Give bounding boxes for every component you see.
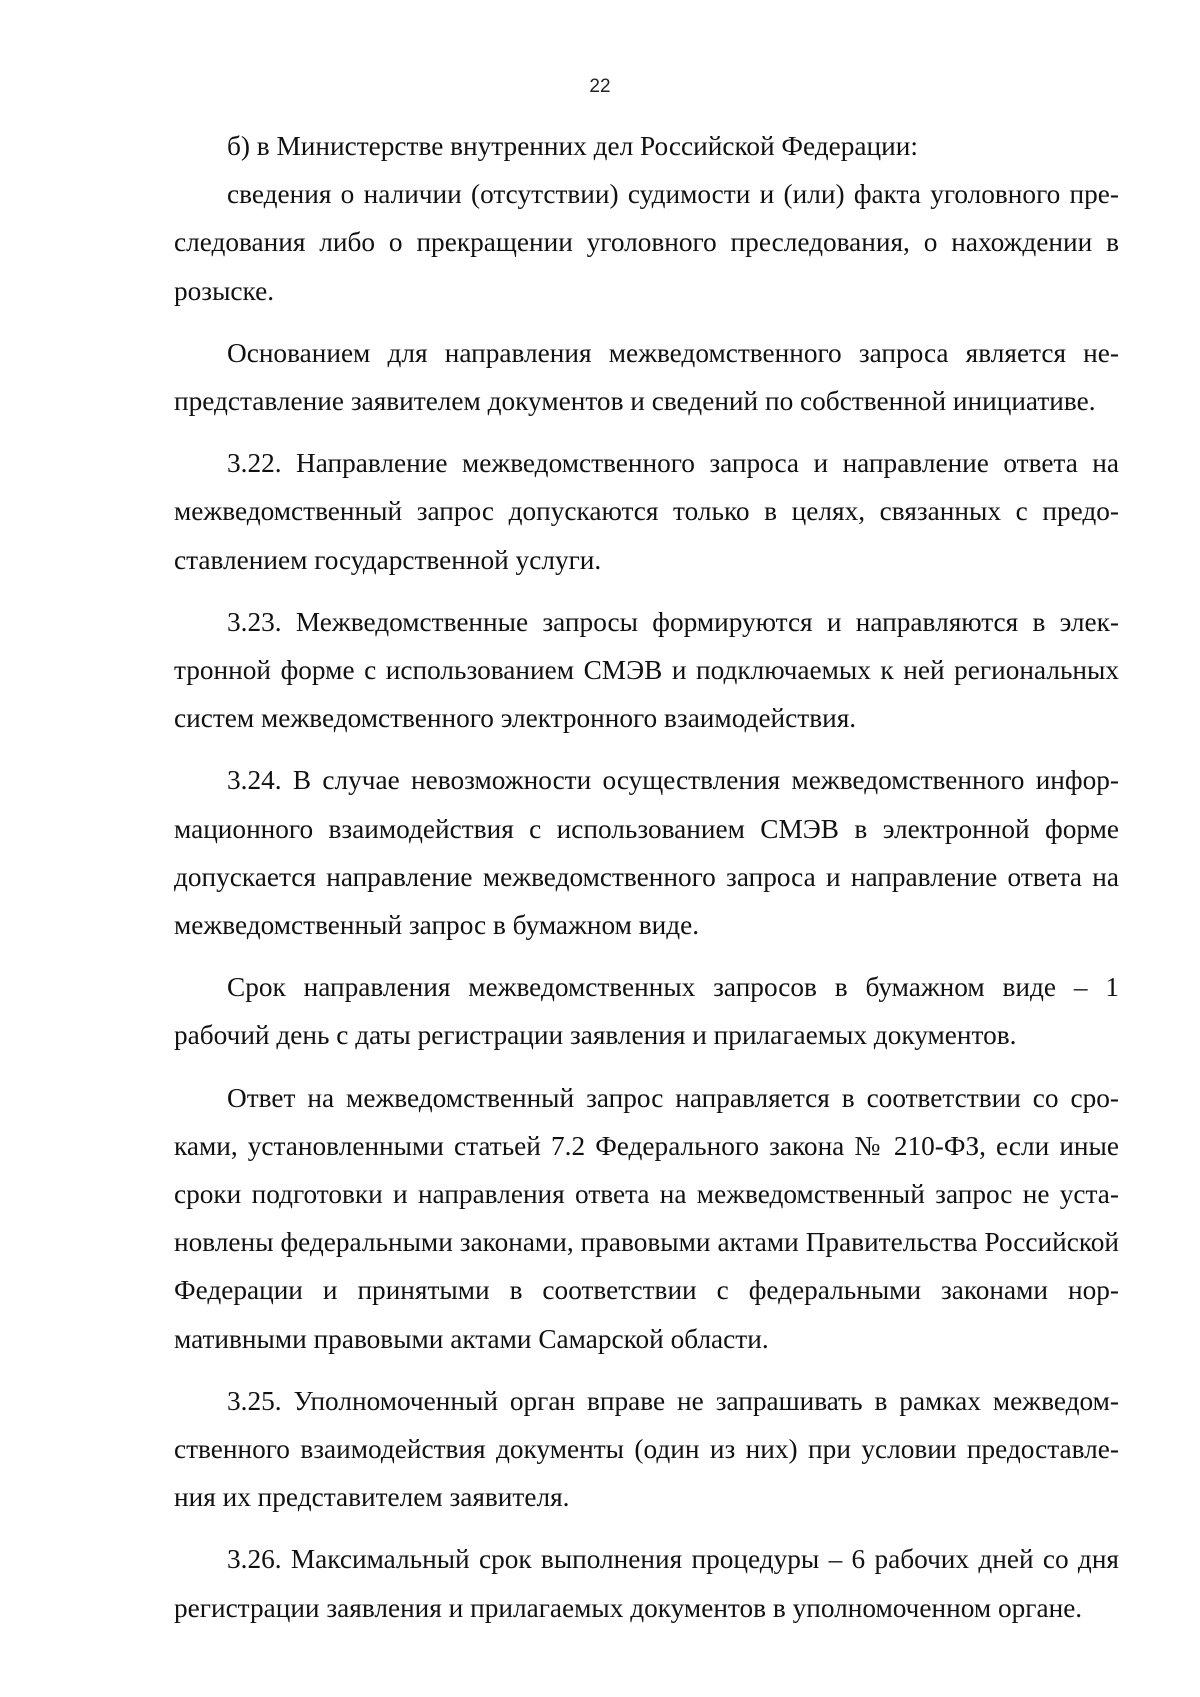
document-body <box>174 122 1119 1646</box>
paragraph-3-22: 3.22. Направление межведомственного запроса и направление ответа на межведомственный запрос допускаются только в целях, связанных с предоставлением государственной услуги. <box>174 448 1119 575</box>
page-number: 22 <box>589 76 611 97</box>
paragraph-paper-request-deadline: Срок направления межведомственных запросов в бумажном виде – 1 рабочий день с даты регистрации заявления и прилагаемых документов. <box>174 972 1119 1051</box>
paragraph-response-deadline: Ответ на межведомственный запрос направляется в соответствии со сроками, установленными статьей 7.2 Федерального закона № 210-ФЗ, если иные сроки подготовки и направления ответа на межведомственный запрос не установлены федеральными законами, правовыми актами Правительства Российской Федерации и принятыми в соответствии с федеральными законами нормативными правовыми актами Самарской области. <box>174 1082 1119 1354</box>
paragraph-3-24: 3.24. В случае невозможности осуществления межведомственного информационного взаимодействия с использованием СМЭВ в электронной форме допускается направление межведомственного запроса и направление ответа на межведомственный запрос в бумажном виде. <box>174 765 1119 941</box>
paragraph-3-23: 3.23. Межведомственные запросы формируются и направляются в электронной форме с использованием СМЭВ и подключаемых к ней региональных систем межведомственного электронного взаимодействия. <box>174 606 1119 734</box>
paragraph-3-26: 3.26. Максимальный срок выполнения процедуры – 6 рабочих дней со дня регистрации заявления и прилагаемых документов в уполномоченном органе. <box>174 1544 1119 1623</box>
paragraph-criminal-record-info: сведения о наличии (отсутствии) судимости и (или) факта уголовного преследования либо о прекращении уголовного преследования, о нахождении в розыске. <box>174 179 1119 306</box>
paragraph-request-basis: Основанием для направления межведомственного запроса является непредставление заявителем документов и сведений по собственной инициативе. <box>174 337 1119 417</box>
paragraph-ministry-heading: б) в Министерстве внутренних дел Российской Федерации: <box>227 131 918 161</box>
paragraph-3-25: 3.25. Уполномоченный орган вправе не запрашивать в рамках межведомственного взаимодействия документы (один из них) при условии предоставления их представителем заявителя. <box>174 1385 1119 1513</box>
